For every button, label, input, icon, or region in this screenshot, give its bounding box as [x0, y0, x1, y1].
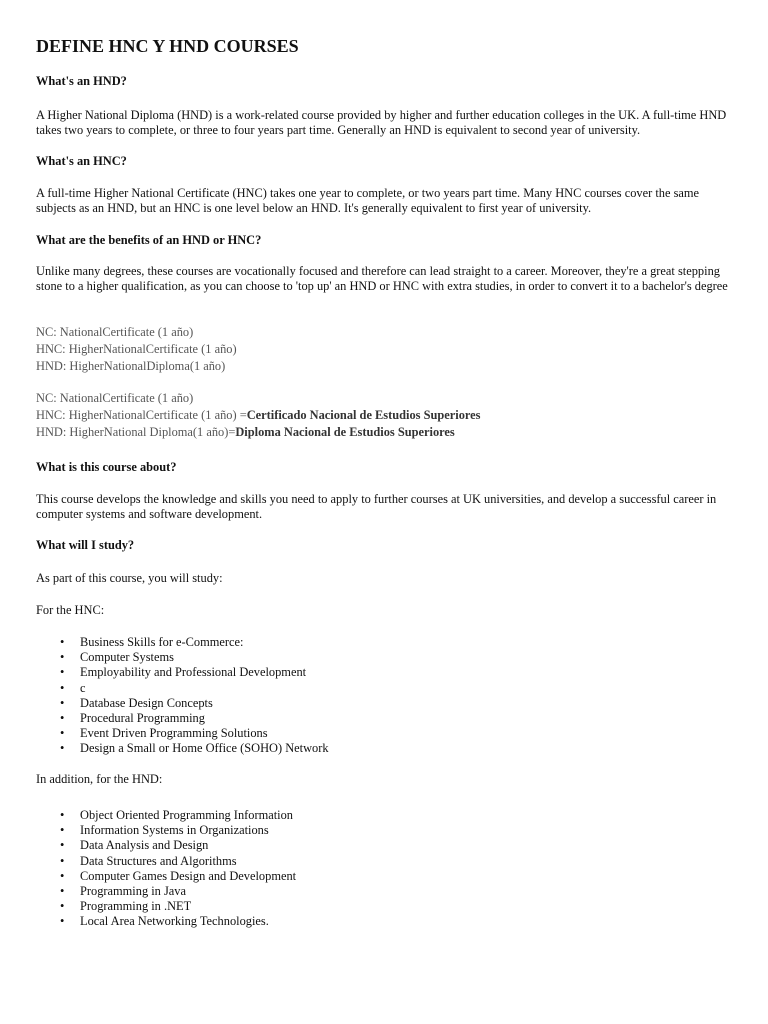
definition-hnc: HNC: HigherNationalCertificate (1 año)	[36, 342, 237, 356]
bullet-icon: •	[60, 741, 65, 756]
paragraph-benefits: Unlike many degrees, these courses are vocationally focused and therefore can lead straight to a career. Moreover, they're a great stepping stone to a higher qualification, as you can choose to 'top up' an HND or HNC with extra studies, in order to convert it to a bachelor's degree	[36, 264, 728, 293]
bullet-icon: •	[60, 650, 65, 665]
bullet-icon: •	[60, 635, 65, 649]
list-item: • Object Oriented Programming Information	[60, 808, 293, 822]
definitions-list-1	[36, 324, 736, 375]
definition-nc-2: NC: NationalCertificate (1 año)	[36, 391, 194, 405]
hnd-intro: In addition, for the HND:	[36, 772, 163, 786]
list-item: • Event Driven Programming Solutions	[60, 726, 268, 741]
definition-hnd-spanish: Diploma Nacional de Estudios Superiores	[235, 425, 455, 439]
list-item: • Programming in .NET	[60, 899, 192, 914]
definition-hnd-prefix: HND: HigherNational Diploma(1 año)=	[36, 425, 236, 439]
paragraph-course-about: This course develops the knowledge and skills you need to apply to further courses at UK universities, and develop a successful career in computer systems and software development.	[36, 492, 717, 521]
hnc-module-list	[36, 635, 329, 757]
definition-hnc-spanish: Certificado Nacional de Estudios Superiores	[246, 408, 481, 422]
list-item: • Business Skills for e-Commerce:	[60, 635, 244, 649]
list-item: • Information Systems in Organizations	[60, 823, 269, 838]
bullet-icon: •	[60, 823, 65, 838]
bullet-icon: •	[60, 838, 65, 853]
bullet-icon: •	[60, 726, 65, 741]
definition-hnd: HND: HigherNationalDiploma(1 año)	[36, 359, 226, 373]
list-item: • Data Analysis and Design	[60, 838, 209, 853]
definitions-list-2	[36, 390, 736, 441]
bullet-icon: •	[60, 695, 65, 710]
list-item: • Computer Games Design and Development	[60, 868, 297, 883]
list-item: • Database Design Concepts	[60, 695, 213, 710]
bullet-icon: •	[60, 884, 65, 899]
definition-hnc-2	[36, 407, 736, 424]
definition-nc: NC: NationalCertificate (1 año)	[36, 325, 194, 339]
bullet-icon: •	[60, 680, 65, 695]
bullet-icon: •	[60, 868, 65, 883]
list-item: • Computer Systems	[60, 650, 174, 665]
bullet-icon: •	[60, 711, 65, 726]
paragraph-study-intro: As part of this course, you will study:	[36, 571, 223, 585]
heading-course-about: What is this course about?	[36, 460, 177, 474]
paragraph-hnc-definition: A full-time Higher National Certificate (HNC) takes one year to complete, or two years part time. Many HNC courses cover the same subjects as an HND, but an HNC is one level below an HND. It's generally equivalent to first year of university.	[36, 186, 700, 215]
bullet-icon: •	[60, 914, 65, 929]
paragraph-hnd-definition: A Higher National Diploma (HND) is a work-related course provided by higher and further education colleges in the UK. A full-time HND takes two years to complete, or three to four years part time. Generally an HND is equivalent to second year of university.	[36, 108, 727, 137]
bullet-icon: •	[60, 899, 65, 914]
bullet-icon: •	[60, 853, 65, 868]
list-item: • Data Structures and Algorithms	[60, 853, 237, 868]
bullet-icon: •	[60, 665, 65, 680]
list-item: • Programming in Java	[60, 884, 186, 899]
heading-what-study: What will I study?	[36, 538, 135, 552]
list-item: • Employability and Professional Development	[60, 665, 307, 680]
hnd-module-list	[36, 808, 296, 930]
heading-whats-hnc: What's an HNC?	[36, 154, 127, 168]
definition-hnc-prefix: HNC: HigherNationalCertificate (1 año) =	[36, 408, 247, 422]
heading-whats-hnd: What's an HND?	[36, 74, 127, 88]
list-item: • Procedural Programming	[60, 711, 205, 726]
list-item: • Design a Small or Home Office (SOHO) Network	[60, 741, 329, 756]
list-item: • c	[60, 680, 86, 695]
list-item: • Local Area Networking Technologies.	[60, 914, 269, 929]
heading-benefits: What are the benefits of an HND or HNC?	[36, 233, 262, 247]
hnc-intro: For the HNC:	[36, 603, 105, 617]
document-title: DEFINE HNC Y HND COURSES	[36, 36, 299, 56]
bullet-icon: •	[60, 808, 65, 822]
definition-hnd-2	[36, 424, 736, 441]
